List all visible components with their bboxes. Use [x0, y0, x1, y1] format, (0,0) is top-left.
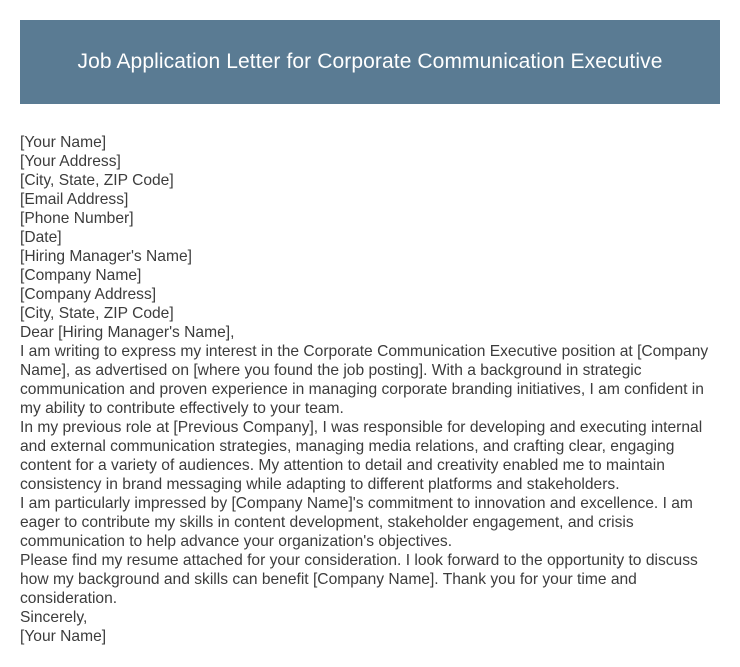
signature: [Your Name] — [20, 628, 107, 645]
recipient-city-state-zip: [City, State, ZIP Code] — [20, 305, 174, 322]
recipient-company-address: [Company Address] — [20, 286, 157, 303]
letter-date: [Date] — [20, 229, 62, 246]
sender-name: [Your Name] — [20, 134, 107, 151]
recipient-company-name: [Company Name] — [20, 267, 142, 284]
paragraph-intro: I am writing to express my interest in the Corporate Communication Executive position at [Company Name], as advertised on [where you found the job posting]. With a background in strategic communication and proven experience in managing corporate branding initiatives, I am confident in my ability to contribute effectively to your team. — [20, 343, 709, 417]
letter-body — [20, 133, 720, 646]
paragraph-interest: I am particularly impressed by [Company Name]'s commitment to innovation and excellence. I am eager to contribute my skills in content development, stakeholder engagement, and crisis communication to help advance your organization's objectives. — [20, 495, 693, 550]
recipient-hiring-manager: [Hiring Manager's Name] — [20, 248, 192, 265]
sender-city-state-zip: [City, State, ZIP Code] — [20, 172, 174, 189]
sender-address: [Your Address] — [20, 153, 121, 170]
salutation: Dear [Hiring Manager's Name], — [20, 324, 235, 341]
page-title: Job Application Letter for Corporate Communication Executive — [77, 50, 663, 73]
title-banner — [20, 20, 720, 104]
sender-phone: [Phone Number] — [20, 210, 134, 227]
paragraph-experience: In my previous role at [Previous Company], I was responsible for developing and executing internal and external communication strategies, managing media relations, and crafting clear, engaging content for a variety of audiences. My attention to detail and creativity enabled me to maintain consistency in brand messaging while adapting to different platforms and stakeholders. — [20, 419, 703, 493]
sender-email: [Email Address] — [20, 191, 129, 208]
paragraph-closing: Please find my resume attached for your consideration. I look forward to the opportunity to discuss how my background and skills can benefit [Company Name]. Thank you for your time and consideration. — [20, 552, 698, 607]
closing: Sincerely, — [20, 609, 88, 626]
